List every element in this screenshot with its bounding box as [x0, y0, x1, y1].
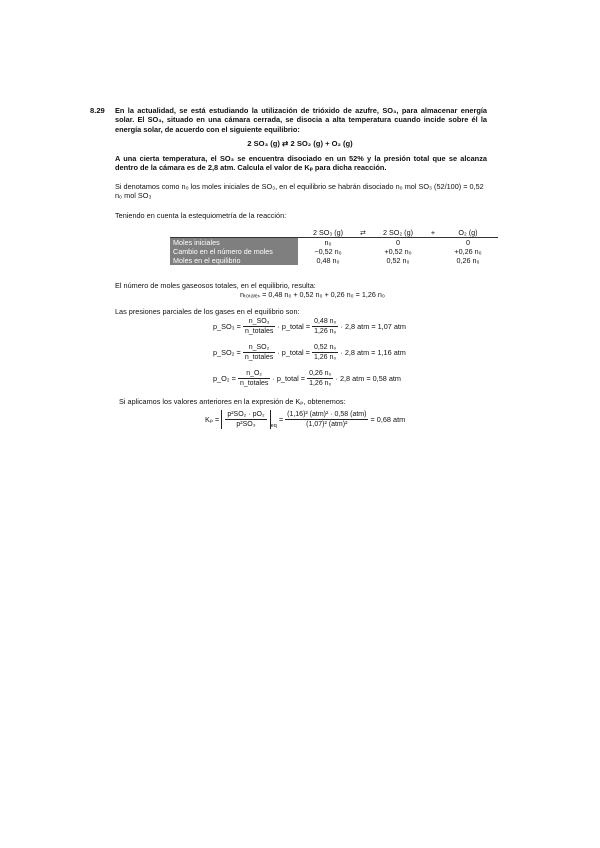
fraction: $\frac{\text{0,26 n₀}}{\text{1,26 n₀}}$ [309, 370, 332, 387]
row-label: Moles iniciales [170, 238, 298, 248]
fraction: $\frac{\text{p²SO₂ · pO₂}}{\text{p²SO₃}}$ [227, 411, 265, 428]
table-header: 2 SO₃ (g) [298, 228, 358, 238]
pressure-lhs: p_SO₃ = [213, 322, 241, 331]
table-row [170, 238, 498, 248]
solution-paragraph-2: Teniendo en cuenta la estequiometría de la reacción: [115, 211, 287, 220]
pressure-so2-equation [213, 343, 406, 362]
table-cell: 0 [396, 238, 400, 247]
pressure-lhs: p_SO₂ = [213, 348, 241, 357]
pressure-lhs: p_O₂ = [213, 374, 236, 383]
kp-lhs: Kₚ = [205, 415, 220, 424]
table-header: ⇄ [359, 228, 367, 237]
table-header: O₂ (g) [438, 228, 498, 238]
table-header: + [428, 228, 438, 238]
total-moles-equation: nₜₒₜₐₗₑₛ = 0,48 n₀ + 0,52 n₀ + 0,26 n₀ = 1,26 n₀ [240, 290, 385, 299]
kp-equation: Kₚ = $\frac{\text{p²SO₂ · pO₂}}{\text{p²SO₃}}$ $_{eq}$ = $\frac{\text{(1,16)² (atm)² · 0,58 (atm)}}{\text{(1,07)² (atm)²}}$ = 0,68 atm [205, 411, 406, 429]
table-cell: +0,26 n₀ [454, 247, 482, 256]
pressure-result: · 2,8 atm = 0,58 atm [335, 374, 402, 383]
table-cell: 0,52 n₀ [386, 256, 410, 265]
fraction: $\frac{\text{0,52 n₀}}{\text{1,26 n₀}}$ [313, 344, 337, 361]
pressure-mid: · p_total = [277, 348, 310, 357]
table-header-row [170, 228, 498, 238]
table-cell: −0,52 n₀ [314, 247, 342, 256]
table-cell: 0 [466, 238, 470, 247]
equilibrium-equation: 2 SO₃ (g) ⇄ 2 SO₂ (g) + O₂ (g) [247, 139, 353, 148]
table-cell: n₀ [324, 238, 332, 247]
table-header: 2 SO₂ (g) [368, 228, 428, 238]
fraction: $\frac{\text{n\_SO₃}}{\text{n\_totales}}$ [244, 318, 274, 335]
kp-subscript: eq [270, 422, 277, 429]
problem-question: A una cierta temperatura, el SO₃ se encuentra disociado en un 52% y la presión total que se alcanza dentro de la cámara es de 2,8 atm. Calcula el valor de Kₚ para dicha reacción. [115, 154, 487, 173]
solution-paragraph-5: Si aplicamos los valores anteriores en la expresión de Kₚ, obtenemos: [119, 397, 346, 406]
solution-paragraph-4: Las presiones parciales de los gases en el equilibrio son: [115, 307, 300, 316]
pressure-o2-equation [213, 369, 401, 388]
fraction: $\frac{\text{n\_SO₂}}{\text{n\_totales}}$ [244, 344, 274, 361]
pressure-mid: · p_total = [277, 322, 311, 331]
solution-paragraph-1: Si denotamos como n₀ los moles iniciales de SO₃, en el equilibrio se habrán disociado n₀ mol SO₃ (52/100) = 0,52 n₀ mol SO₃ [115, 182, 484, 201]
table-cell: 0,48 n₀ [316, 256, 340, 265]
problem-number: 8.29 [90, 106, 105, 115]
solution-paragraph-3: El número de moles gaseosos totales, en el equilibrio, resulta: [115, 281, 316, 290]
table-cell: 0,26 n₀ [456, 256, 480, 265]
problem-intro: En la actualidad, se está estudiando la utilización de trióxido de azufre, SO₃, para almacenar energía solar. El SO₃, situado en una cámara cerrada, se disocia a alta temperatura cuando incide sobre él la energía solar, de acuerdo con el siguiente equilibrio: [115, 106, 487, 134]
fraction: $\frac{\text{(1,16)² (atm)² · 0,58 (atm)}}{\text{(1,07)² (atm)²}}$ [287, 411, 367, 428]
pressure-result: · 2,8 atm = 1,07 atm [340, 322, 407, 331]
pressure-so3-equation [213, 317, 406, 336]
fraction: $\frac{\text{0,48 n₀}}{\text{1,26 n₀}}$ [314, 318, 337, 335]
pressure-result: · 2,8 atm = 1,16 atm [340, 348, 406, 357]
kp-bracket [221, 410, 270, 429]
fraction: $\frac{\text{n\_O₂}}{\text{n\_totales}}$ [239, 370, 269, 387]
table-row [170, 247, 498, 256]
table-row [170, 256, 498, 265]
table-cell: +0,52 n₀ [384, 247, 412, 256]
stoichiometry-table [170, 228, 498, 265]
row-label: Cambio en el número de moles [170, 247, 298, 256]
kp-result: = 0,68 atm [370, 415, 406, 424]
pressure-mid: · p_total = [272, 374, 306, 383]
row-label: Moles en el equilibrio [170, 256, 298, 265]
